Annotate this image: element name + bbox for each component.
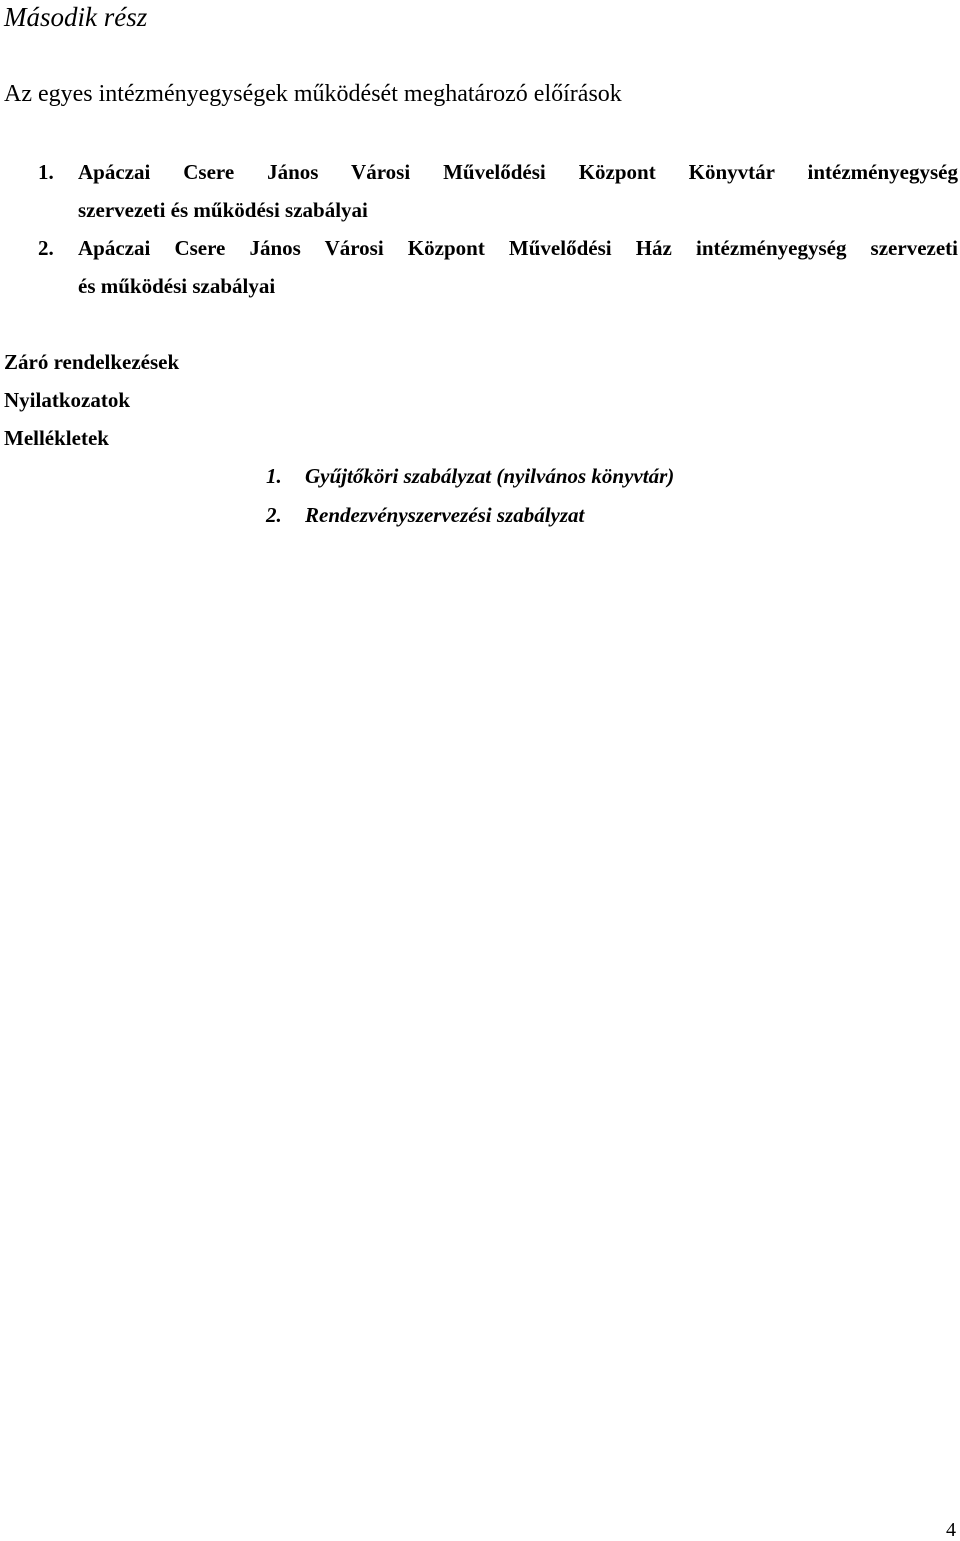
list-item-number: 2.: [38, 236, 54, 260]
list-item-number: 1.: [38, 160, 54, 184]
annex-item-label: Rendezvényszervezési szabályzat: [305, 503, 585, 527]
declarations-heading: Nyilatkozatok: [4, 388, 130, 412]
section-title: Az egyes intézményegységek működését meghatározó előírások: [4, 81, 622, 107]
annex-item-number: 2.: [266, 503, 282, 527]
annexes-heading: Mellékletek: [4, 426, 109, 450]
list-item-text-line2: szervezeti és működési szabályai: [78, 198, 368, 222]
page-number: 4: [946, 1519, 956, 1541]
closing-provisions-heading: Záró rendelkezések: [4, 350, 180, 374]
annex-item-number: 1.: [266, 464, 282, 488]
annex-item-label: Gyűjtőköri szabályzat (nyilvános könyvtár): [305, 464, 675, 488]
list-item-text-line2: és működési szabályai: [78, 274, 276, 298]
list-item-text-line1: Apáczai Csere János Városi Központ Művelődési Ház intézményegység szervezeti: [78, 236, 958, 260]
page-heading: Második rész: [4, 2, 148, 32]
list-item-text-line1: Apáczai Csere János Városi Művelődési Központ Könyvtár intézményegység: [78, 160, 958, 184]
